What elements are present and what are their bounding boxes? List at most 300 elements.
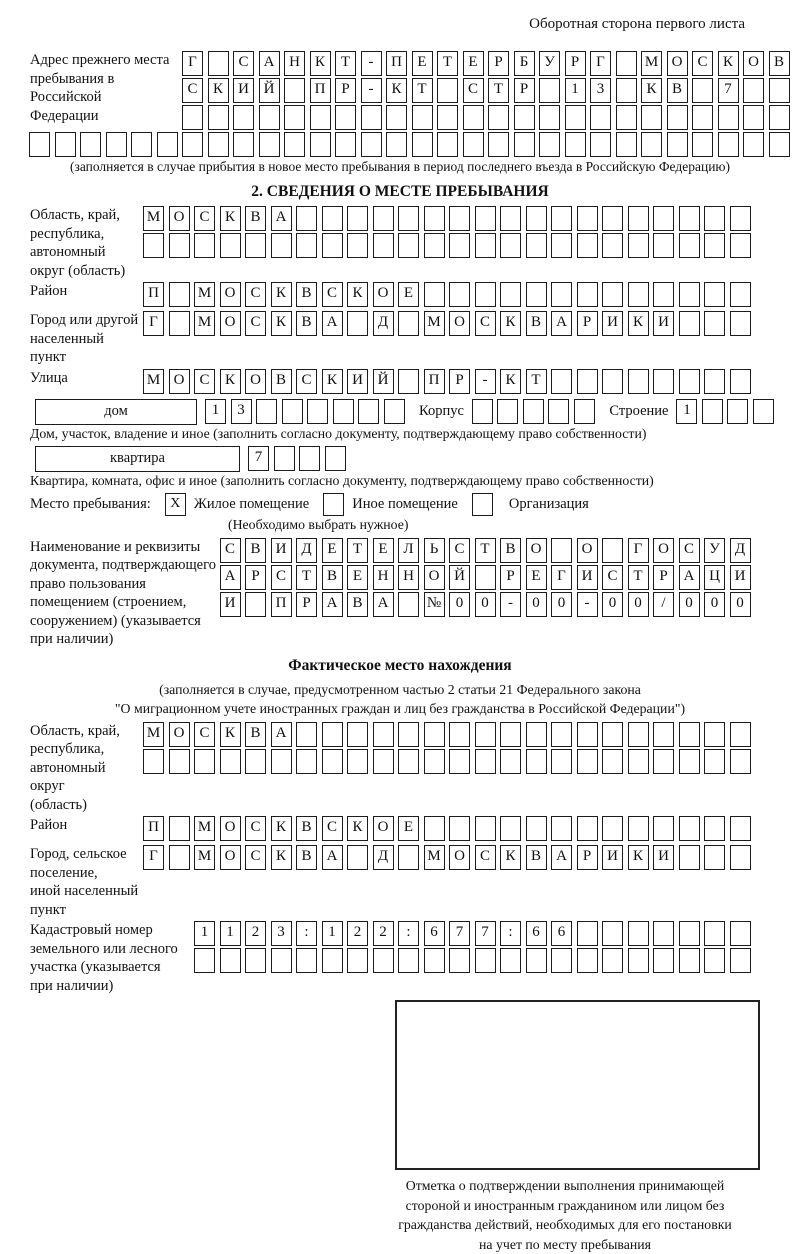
char-box — [361, 132, 382, 157]
char-box — [347, 722, 368, 747]
char-box — [514, 132, 535, 157]
char-box — [233, 132, 254, 157]
char-box: С — [692, 51, 713, 76]
char-box: С — [220, 538, 241, 563]
char-box — [565, 132, 586, 157]
char-box — [424, 749, 445, 774]
char-box: К — [500, 369, 521, 394]
char-box: С — [475, 845, 496, 870]
char-box: С — [475, 311, 496, 336]
fact-note-1: (заполняется в случае, предусмотренном частью 2 статьи 21 Федерального закона — [0, 680, 800, 699]
kadastr-row-1 — [194, 921, 800, 946]
oblast-row-2 — [143, 233, 800, 258]
char-box: П — [143, 816, 164, 841]
char-box — [704, 845, 725, 870]
char-box — [307, 399, 328, 424]
char-box: С — [194, 206, 215, 231]
char-box — [245, 233, 266, 258]
char-box: Т — [437, 51, 458, 76]
char-box — [208, 105, 229, 130]
char-box — [704, 921, 725, 946]
char-box — [449, 816, 470, 841]
char-box: С — [679, 538, 700, 563]
document-label-line: документа, подтверждающего — [30, 556, 220, 575]
char-box: 0 — [730, 592, 751, 617]
char-box: В — [296, 845, 317, 870]
char-box: Е — [347, 565, 368, 590]
char-box — [488, 105, 509, 130]
char-box: К — [500, 311, 521, 336]
prev-address-label: Адрес прежнего места пребывания в Российской Федерации — [0, 51, 172, 132]
char-box: 1 — [205, 399, 226, 424]
document-field — [0, 538, 800, 649]
ulitsa-field — [0, 369, 800, 396]
char-box — [373, 233, 394, 258]
char-box: У — [704, 538, 725, 563]
char-box: О — [653, 538, 674, 563]
char-box: А — [220, 565, 241, 590]
char-box: 0 — [704, 592, 725, 617]
char-box — [271, 948, 292, 973]
char-box: 1 — [194, 921, 215, 946]
char-box: К — [628, 845, 649, 870]
char-box: - — [500, 592, 521, 617]
char-box: О — [220, 311, 241, 336]
char-box — [475, 565, 496, 590]
korpus-label: Корпус — [419, 403, 464, 420]
char-box — [106, 132, 127, 157]
char-box: В — [245, 722, 266, 747]
kadastr-label-line: при наличии) — [30, 977, 194, 996]
char-box: - — [361, 51, 382, 76]
char-box — [475, 816, 496, 841]
char-box: В — [245, 538, 266, 563]
fact-gorod-field — [0, 845, 800, 919]
char-box — [488, 132, 509, 157]
char-box: В — [271, 369, 292, 394]
char-box: Р — [577, 311, 598, 336]
oblast-label-line: автономный — [30, 243, 143, 262]
char-box: Е — [373, 538, 394, 563]
char-box — [548, 399, 569, 424]
char-box — [616, 78, 637, 103]
char-box — [590, 132, 611, 157]
char-box: В — [347, 592, 368, 617]
char-box: 0 — [475, 592, 496, 617]
char-box: К — [271, 816, 292, 841]
char-box — [653, 816, 674, 841]
raion-label: Район — [0, 282, 143, 301]
char-box — [259, 105, 280, 130]
char-box — [322, 233, 343, 258]
char-box — [653, 948, 674, 973]
char-box: А — [322, 845, 343, 870]
char-box: Б — [514, 51, 535, 76]
char-box — [653, 369, 674, 394]
char-box — [730, 233, 751, 258]
char-box — [335, 105, 356, 130]
char-box: Г — [143, 845, 164, 870]
gorod-row — [143, 311, 800, 336]
mesto-label: Место пребывания: — [30, 496, 151, 513]
char-box: 6 — [551, 921, 572, 946]
char-box — [526, 749, 547, 774]
char-box — [628, 948, 649, 973]
char-box: В — [500, 538, 521, 563]
char-box: К — [347, 816, 368, 841]
char-box: Е — [412, 51, 433, 76]
char-box: Р — [449, 369, 470, 394]
char-box — [730, 749, 751, 774]
char-box: 0 — [551, 592, 572, 617]
char-box — [449, 948, 470, 973]
char-box — [704, 206, 725, 231]
char-box: Й — [259, 78, 280, 103]
char-box — [220, 749, 241, 774]
char-box: К — [271, 845, 292, 870]
stamp-caption-line: на учет по месту пребывания — [340, 1235, 790, 1254]
char-box — [347, 948, 368, 973]
char-box — [157, 132, 178, 157]
char-box — [386, 132, 407, 157]
char-box: В — [526, 845, 547, 870]
char-box: Е — [398, 282, 419, 307]
document-row-1 — [220, 538, 800, 563]
char-box — [679, 282, 700, 307]
char-box: - — [475, 369, 496, 394]
char-box — [577, 921, 598, 946]
char-box — [169, 816, 190, 841]
fact-raion-row — [143, 816, 800, 841]
char-box — [398, 233, 419, 258]
char-box: В — [322, 565, 343, 590]
char-box: 0 — [526, 592, 547, 617]
char-box: Е — [398, 816, 419, 841]
char-box — [475, 233, 496, 258]
char-box: С — [182, 78, 203, 103]
char-box — [398, 749, 419, 774]
char-box — [577, 369, 598, 394]
char-box — [551, 206, 572, 231]
char-box — [704, 311, 725, 336]
char-box: И — [233, 78, 254, 103]
char-box — [347, 206, 368, 231]
char-box — [296, 749, 317, 774]
fact-gorod-row — [143, 845, 800, 870]
char-box — [577, 233, 598, 258]
char-box — [310, 132, 331, 157]
char-box — [628, 921, 649, 946]
char-box — [692, 132, 713, 157]
char-box: Т — [296, 565, 317, 590]
char-box: Р — [488, 51, 509, 76]
char-box — [574, 399, 595, 424]
char-box: Ц — [704, 565, 725, 590]
char-box: 7 — [449, 921, 470, 946]
char-box — [220, 233, 241, 258]
char-box: У — [539, 51, 560, 76]
char-box: 7 — [248, 446, 269, 471]
char-box: Е — [463, 51, 484, 76]
char-box — [169, 311, 190, 336]
ulitsa-label: Улица — [0, 369, 143, 388]
page-header-note: Оборотная сторона первого листа — [0, 0, 800, 33]
char-box — [702, 399, 723, 424]
char-box: К — [208, 78, 229, 103]
char-box — [398, 592, 419, 617]
char-box — [424, 722, 445, 747]
char-box: Д — [373, 311, 394, 336]
char-box — [386, 105, 407, 130]
char-box: С — [463, 78, 484, 103]
char-box: 2 — [373, 921, 394, 946]
char-box: Ь — [424, 538, 445, 563]
char-box — [284, 78, 305, 103]
char-box — [565, 105, 586, 130]
char-box — [628, 722, 649, 747]
document-row-2 — [220, 565, 800, 590]
char-box — [424, 233, 445, 258]
char-box: А — [259, 51, 280, 76]
stroenie-label: Строение — [609, 403, 668, 420]
char-box: М — [424, 311, 445, 336]
char-box: Т — [347, 538, 368, 563]
char-box — [704, 749, 725, 774]
char-box — [398, 311, 419, 336]
char-box — [373, 722, 394, 747]
char-box: Г — [182, 51, 203, 76]
char-box: С — [245, 816, 266, 841]
char-box — [169, 282, 190, 307]
char-box: С — [322, 282, 343, 307]
char-box — [475, 282, 496, 307]
char-box — [424, 282, 445, 307]
char-box: Н — [373, 565, 394, 590]
fact-oblast-label-line: (область) — [30, 796, 143, 815]
char-box — [256, 399, 277, 424]
char-box — [449, 722, 470, 747]
fact-oblast-label-line: Область, край, — [30, 722, 143, 741]
char-box — [296, 722, 317, 747]
raion-row — [143, 282, 800, 307]
char-box: : — [296, 921, 317, 946]
char-box: Н — [284, 51, 305, 76]
char-box: К — [718, 51, 739, 76]
stamp-caption-line: Отметка о подтверждении выполнения принимающей — [340, 1176, 790, 1196]
dom-field — [0, 399, 800, 425]
char-box: : — [398, 921, 419, 946]
char-box: Р — [514, 78, 535, 103]
char-box — [131, 132, 152, 157]
char-box: М — [194, 816, 215, 841]
char-box — [679, 816, 700, 841]
char-box — [769, 132, 790, 157]
char-box — [616, 51, 637, 76]
char-box: М — [194, 282, 215, 307]
char-box: М — [194, 845, 215, 870]
char-box: Е — [526, 565, 547, 590]
char-box: К — [220, 206, 241, 231]
char-box: К — [500, 845, 521, 870]
char-box: С — [194, 369, 215, 394]
char-box — [472, 399, 493, 424]
fact-oblast-row-1 — [143, 722, 800, 747]
char-box — [398, 948, 419, 973]
char-box — [551, 369, 572, 394]
char-box: К — [386, 78, 407, 103]
char-box — [384, 399, 405, 424]
char-box: А — [551, 845, 572, 870]
char-box — [602, 816, 623, 841]
char-box — [730, 948, 751, 973]
char-box: 6 — [526, 921, 547, 946]
char-box: М — [194, 311, 215, 336]
char-box — [526, 816, 547, 841]
char-box — [730, 845, 751, 870]
char-box — [449, 206, 470, 231]
document-label-line: при наличии) — [30, 630, 220, 649]
char-box — [679, 722, 700, 747]
char-box: В — [667, 78, 688, 103]
char-box: К — [271, 311, 292, 336]
char-box — [412, 105, 433, 130]
char-box — [551, 538, 572, 563]
char-box — [704, 369, 725, 394]
dom-box: дом — [35, 399, 197, 425]
char-box — [500, 206, 521, 231]
fact-gorod-label-line: иной населенный пункт — [30, 882, 143, 919]
char-box — [602, 233, 623, 258]
char-box — [679, 311, 700, 336]
document-row-3 — [220, 592, 800, 617]
kvartira-box: квартира — [35, 446, 240, 472]
fact-raion-label: Район — [0, 816, 143, 835]
fact-oblast-label-line: республика, — [30, 740, 143, 759]
char-box: Т — [628, 565, 649, 590]
char-box — [730, 369, 751, 394]
char-box: И — [220, 592, 241, 617]
gorod-field — [0, 311, 800, 367]
char-box: Г — [590, 51, 611, 76]
char-box — [730, 921, 751, 946]
char-box: С — [245, 845, 266, 870]
char-box — [628, 816, 649, 841]
char-box — [299, 446, 320, 471]
char-box: : — [500, 921, 521, 946]
char-box — [322, 206, 343, 231]
char-box: Д — [296, 538, 317, 563]
oblast-label-line: республика, — [30, 225, 143, 244]
oblast-row-1 — [143, 206, 800, 231]
char-box — [322, 722, 343, 747]
char-box: О — [373, 816, 394, 841]
char-box: 0 — [628, 592, 649, 617]
char-box — [616, 105, 637, 130]
char-box: О — [169, 206, 190, 231]
oblast-label-line: округ (область) — [30, 262, 143, 281]
char-box: Т — [488, 78, 509, 103]
char-box — [539, 78, 560, 103]
char-box: О — [169, 722, 190, 747]
char-box — [551, 282, 572, 307]
char-box: О — [245, 369, 266, 394]
char-box — [653, 282, 674, 307]
char-box: И — [602, 845, 623, 870]
fact-oblast-row-2 — [143, 749, 800, 774]
kadastr-label-line: Кадастровый номер — [30, 921, 194, 940]
char-box — [373, 206, 394, 231]
stroenie-cells — [676, 399, 778, 424]
char-box — [577, 722, 598, 747]
char-box: В — [526, 311, 547, 336]
kadastr-row-2 — [194, 948, 800, 973]
char-box — [679, 206, 700, 231]
char-box — [169, 749, 190, 774]
char-box — [274, 446, 295, 471]
char-box: Р — [653, 565, 674, 590]
char-box — [769, 78, 790, 103]
char-box — [577, 282, 598, 307]
char-box: О — [424, 565, 445, 590]
korpus-cells — [472, 399, 600, 424]
char-box — [641, 105, 662, 130]
char-box: 6 — [424, 921, 445, 946]
char-box — [551, 722, 572, 747]
char-box: О — [526, 538, 547, 563]
mesto-note: (Необходимо выбрать нужное) — [0, 517, 800, 533]
char-box: С — [602, 565, 623, 590]
fact-oblast-label — [0, 722, 143, 815]
char-box — [475, 749, 496, 774]
gorod-label-line: Город или другой — [30, 311, 143, 330]
char-box — [653, 722, 674, 747]
char-box — [424, 816, 445, 841]
char-box — [526, 282, 547, 307]
char-box — [679, 921, 700, 946]
char-box — [347, 311, 368, 336]
char-box — [551, 948, 572, 973]
fact-raion-field — [0, 816, 800, 843]
fact-oblast-field — [0, 722, 800, 815]
document-label-line: Наименование и реквизиты — [30, 538, 220, 557]
char-box — [398, 369, 419, 394]
char-box — [769, 105, 790, 130]
char-box — [653, 921, 674, 946]
fact-gorod-label-line: Город, сельское поселение, — [30, 845, 143, 882]
char-box: О — [449, 311, 470, 336]
char-box — [551, 749, 572, 774]
char-box — [641, 132, 662, 157]
char-box — [310, 105, 331, 130]
char-box: 0 — [679, 592, 700, 617]
char-box — [653, 749, 674, 774]
char-box — [194, 749, 215, 774]
char-box — [322, 948, 343, 973]
char-box — [475, 206, 496, 231]
char-box: О — [220, 282, 241, 307]
kadastr-field — [0, 921, 800, 995]
char-box — [208, 51, 229, 76]
char-box: Л — [398, 538, 419, 563]
char-box — [577, 206, 598, 231]
prev-address-row-2 — [172, 78, 800, 103]
stamp-caption-line: стороной и иностранным гражданином или лицом без — [340, 1196, 790, 1216]
char-box: О — [169, 369, 190, 394]
char-box: К — [271, 282, 292, 307]
oblast-label — [0, 206, 143, 280]
char-box — [667, 132, 688, 157]
char-box: Т — [475, 538, 496, 563]
